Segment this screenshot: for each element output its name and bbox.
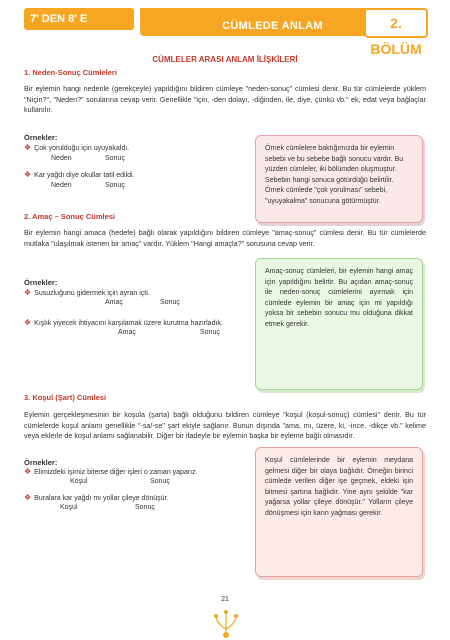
section-2-example-1 [24, 288, 150, 299]
chapter-badge [364, 8, 428, 57]
section-3-paragraph: Eylemin gerçekleşmesinin bir koşula (şarta) bağlı olduğunu bildiren cümleye "koşul (koşul-sonuç) cümlesi" denir. Bu tür cümlelerde koşul anlamı genellikle "-sa/-se" şart ekiyle sağlanır. Bunun dışında "ama, mı, üzere, ki, -ince, -dikçe vb." kelime veya eklerle de koşul anlamı sağlanabilir. Diğer bir ifadeyle bir eylemin başka bir eyleme bağlı olmasıdır. [24, 410, 426, 440]
header-left-tab [24, 8, 134, 30]
example-label-left: Amaç [118, 329, 136, 336]
example-label-left: Neden [51, 182, 72, 189]
section-3-example-2 [24, 493, 168, 504]
chapter-label: 2. BÖLÜM [370, 15, 422, 57]
section-3-heading: 3. Koşul (Şart) Cümlesi [24, 393, 107, 402]
example-label-right: Sonuç [160, 299, 180, 306]
section-3-examples-label: Örnekler: [24, 458, 58, 467]
example-label-right: Sonuç [105, 155, 125, 162]
header-left-label: 7' DEN 8' E [30, 13, 88, 25]
diamond-bullet-icon: ❖ [24, 170, 32, 179]
example-text: Kışlık yiyecek ihtiyacını karşılamak üzere kurutma hazırladık. [34, 320, 223, 327]
example-text: Kar yağdı diye okullar tatil edildi. [34, 172, 135, 179]
diamond-bullet-icon: ❖ [24, 288, 32, 297]
section-2-paragraph: Bir eylemin hangi amaca (hedefe) bağlı olarak yapıldığını bildiren cümleye "amaç-sonuç" cümlesi denir. Bu tür cümlelerde mutlaka "ulaşılmak istenen bir amaç" vardır. Yüklem "Hangi amaçla?" sorusuna cevap verir. [24, 228, 426, 248]
example-text: Buralara kar yağdı mı yollar çileye dönüşür. [34, 495, 169, 502]
section-2-example-2 [24, 318, 252, 329]
section-2-heading: 2. Amaç – Sonuç Cümlesi [24, 212, 116, 221]
example-label-left: Koşul [60, 504, 78, 511]
page-number: 21 [221, 596, 229, 603]
section-2-examples-label: Örnekler: [24, 278, 58, 287]
example-text: Susuzluğunu gidermek için ayran içti. [34, 290, 150, 297]
example-text: Çok yorulduğu için uyuyakaldı. [34, 145, 130, 152]
section-2-note-box [255, 258, 423, 390]
example-label-right: Sonuç [105, 182, 125, 189]
section-title: CÜMLELER ARASI ANLAM İLİŞKİLERİ [152, 55, 298, 64]
example-label-right: Sonuç [150, 478, 170, 485]
header-title: CÜMLEDE ANLAM [222, 20, 323, 32]
section-3-example-1 [24, 467, 198, 478]
example-label-left: Neden [51, 155, 72, 162]
flower-decoration-icon [206, 605, 246, 640]
example-label-right: Sonuç [135, 504, 155, 511]
example-label-right: Sonuç [200, 329, 220, 336]
section-1-note-box [255, 135, 423, 223]
section-1-example-1 [24, 143, 129, 154]
note-text: Örnek cümlelere baktığımızda bir eylemin sebebi ve bu sebebe bağlı sonucu vardır. Bu yüzden cümleler, iki bölümden oluşmuştur. Sebebin hangi sonuca götürdüğü belirtilir. Örnek cümlede "çok yorulması" sebebi, "uyuyakalma" sonucuna götürmüştür. [265, 145, 404, 205]
example-label-left: Koşul [70, 478, 88, 485]
note-text: Koşul cümlelerinde bir eylemin meydana gelmesi diğer bir olaya bağlıdır. Örneğin birinci cümlede verilen diğer işe geçmek, eldeki işin bitmesi şartına bağlıdır. Yine aynı şekilde "kar yağarsa yollar çileye dönüşür." Yolların çileye dönüşmesi için karın yağması gerekir. [265, 457, 413, 517]
diamond-bullet-icon: ❖ [24, 143, 32, 152]
example-label-left: Amaç [105, 299, 123, 306]
section-1-heading: 1. Neden-Sonuç Cümleleri [24, 68, 117, 77]
example-text: Elimizdeki işimiz biterse diğer işleri o zaman yaparız. [34, 469, 198, 476]
note-text: Amaç-sonuç cümleleri, bir eylemin hangi amaç için yapıldığını belirtir. Bu açıdan amaç-sonuç ile neden-sonuç cümlelerini ayırmak için cümlede eylemin bir amaç için mi yapıldığı yoksa bir sebebin sonucu mu olduğuna dikkat etmek gerekir. [265, 268, 413, 328]
diamond-bullet-icon: ❖ [24, 318, 32, 327]
section-1-example-2 [24, 170, 135, 181]
diamond-bullet-icon: ❖ [24, 493, 32, 502]
diamond-bullet-icon: ❖ [24, 467, 32, 476]
section-3-note-box [255, 447, 423, 577]
section-1-paragraph: Bir eylemin hangi nedenle (gerekçeyle) yapıldığını bildiren cümleye "neden-sonuç" cümlesi denir. Bu tür cümlelerde yüklem "Niçin?", "Neden?" sorularına cevap verir. Genellikle "için, -den dolayı, -diğinden, ile, diye, çünkü vb." ek, edat veya bağlaçlar kullanılır. [24, 84, 426, 114]
section-1-examples-label: Örnekler: [24, 133, 58, 142]
